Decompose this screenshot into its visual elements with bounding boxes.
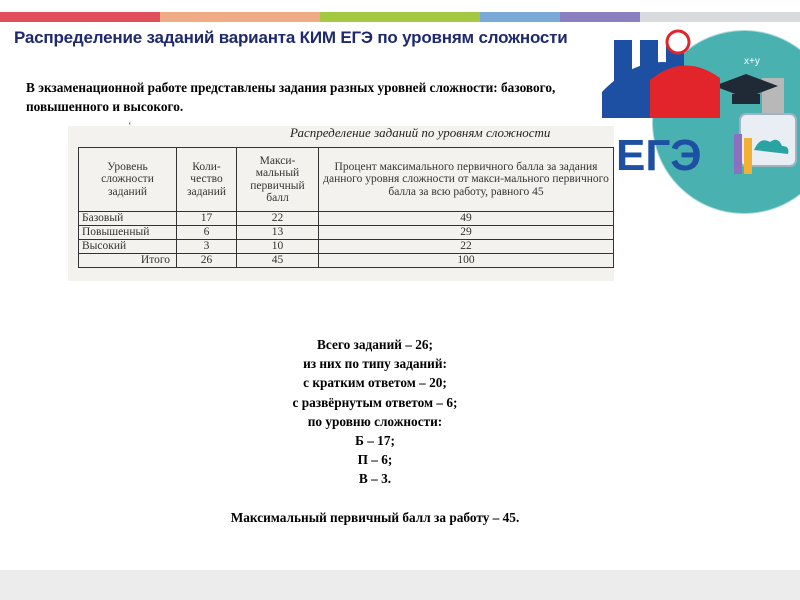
- cell-total-max-score: 45: [237, 254, 319, 268]
- col-header-percent: Процент максимального первичного балла за задания данного уровня сложности от макси-мального первичного балла за всю работу, равного 45: [319, 148, 614, 212]
- formula-text: x+y: [744, 56, 760, 67]
- summary-line: П – 6;: [357, 452, 393, 468]
- stripe-segment: [0, 12, 160, 22]
- summary-line: В – 3.: [358, 471, 392, 487]
- col-header-level: Уровень сложности заданий: [79, 148, 177, 212]
- cell-level: Повышенный: [79, 226, 177, 240]
- stripe-segment: [320, 12, 480, 22]
- decorative-mark: ʻ: [128, 120, 132, 132]
- cell-total-label: Итого: [79, 254, 177, 268]
- cell-max-score: 13: [237, 226, 319, 240]
- summary-spacer: [180, 489, 570, 508]
- cell-max-score: 22: [237, 212, 319, 226]
- table-caption: Распределение заданий по уровням сложности: [290, 125, 551, 140]
- bottom-band: [0, 570, 800, 600]
- table-row: [79, 212, 614, 226]
- summary-block: [180, 335, 570, 527]
- intro-paragraph: В экзаменационной работе представлены задания разных уровней сложности: базового, повышенного и высокого.: [26, 80, 556, 114]
- cell-level: Базовый: [79, 212, 177, 226]
- cell-max-score: 10: [237, 240, 319, 254]
- stripe-segment: [160, 12, 320, 22]
- cell-count: 17: [177, 212, 237, 226]
- table-row: [79, 226, 614, 240]
- stripe-segment: [560, 12, 640, 22]
- stripe-segment: [480, 12, 560, 22]
- pencil-icon: [744, 138, 752, 174]
- logo-red-mark: [650, 65, 720, 118]
- cell-count: 6: [177, 226, 237, 240]
- cell-percent: 49: [319, 212, 614, 226]
- summary-line: Всего заданий – 26;: [317, 337, 433, 352]
- table-row: [79, 240, 614, 254]
- cell-total-percent: 100: [319, 254, 614, 268]
- col-header-max-score: Макси-мальный первичный балл: [237, 148, 319, 212]
- difficulty-distribution-table: [78, 147, 614, 268]
- stripe-segment: [640, 12, 800, 22]
- max-score-line: Максимальный первичный балл за работу – 45.: [230, 509, 520, 525]
- cell-percent: 29: [319, 226, 614, 240]
- cell-total-count: 26: [177, 254, 237, 268]
- cell-level: Высокий: [79, 240, 177, 254]
- summary-line: Б – 17;: [355, 433, 395, 449]
- ege-logo-illustration: [594, 22, 800, 240]
- cell-count: 3: [177, 240, 237, 254]
- summary-line: по уровню сложности:: [307, 413, 443, 429]
- table-header-row: [79, 148, 614, 212]
- col-header-count: Коли-чество заданий: [177, 148, 237, 212]
- summary-line: с кратким ответом – 20;: [303, 375, 447, 391]
- decorative-top-stripe: [0, 12, 800, 22]
- table-total-row: [79, 254, 614, 268]
- logo-text: ЕГЭ: [616, 131, 702, 180]
- slide-title: Распределение заданий варианта КИМ ЕГЭ по уровням сложности: [14, 28, 568, 47]
- pen-icon: [734, 134, 742, 174]
- summary-line: из них по типу заданий:: [303, 356, 447, 372]
- summary-line: с развёрнутым ответом – 6;: [292, 394, 458, 410]
- cell-percent: 22: [319, 240, 614, 254]
